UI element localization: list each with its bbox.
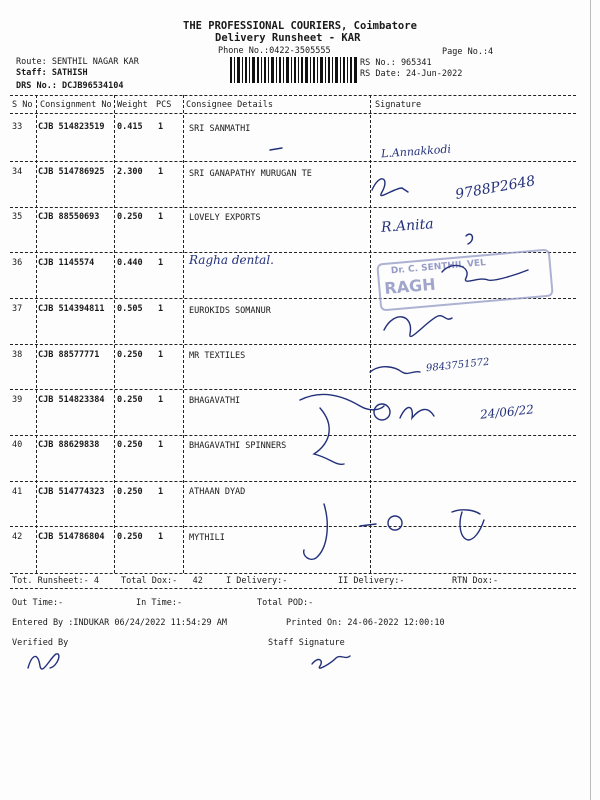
row-consignment: CJB 514394811 (38, 304, 105, 314)
phone-handwritten: 9843751572 (425, 356, 491, 375)
row-consignment: CJB 514823519 (38, 122, 105, 132)
signature-scribble (400, 408, 434, 419)
route: Route: SENTHIL NAGAR KAR (16, 57, 139, 67)
footer-rule (10, 588, 576, 589)
date-handwritten: 24/06/22 (479, 402, 535, 422)
rs-date: RS Date: 24-Jun-2022 (360, 69, 463, 79)
row-weight: 0.250 (117, 532, 143, 542)
row-consignee: SRI GANAPATHY MURUGAN TE (189, 169, 312, 179)
signature-scribble (360, 524, 376, 526)
row-pcs: 1 (158, 532, 164, 542)
staff: Staff: SATHISH (16, 68, 88, 78)
ink-mark (270, 148, 282, 150)
row-consignment: CJB 514774323 (38, 487, 105, 497)
col-header-consignment: Consignment No (40, 100, 112, 110)
row-consignee: LOVELY EXPORTS (189, 213, 261, 223)
row-sno: 33 (12, 122, 23, 132)
row-sno: 40 (12, 440, 23, 450)
total-dox: Total Dox:- 42 (121, 576, 203, 586)
row-weight: 0.250 (117, 487, 143, 497)
col-header-signature: Signature (375, 100, 422, 110)
row-consignment: CJB 514823384 (38, 395, 105, 405)
row-weight: 0.505 (117, 304, 143, 314)
row-sno: 39 (12, 395, 23, 405)
row-weight: 0.250 (117, 440, 143, 450)
row-consignee: ATHAAN DYAD (189, 487, 246, 497)
drs-number: DRS No.: DCJB96534104 (16, 81, 124, 91)
verified-by: Verified By (12, 638, 69, 648)
printed-on: Printed On: 24-06-2022 12:00:10 (286, 618, 445, 628)
row-weight: 0.415 (117, 122, 143, 132)
signature-scribble (388, 516, 402, 530)
page-number: Page No.:4 (442, 47, 494, 57)
signature-text: R.Anita (380, 216, 435, 236)
ii-delivery: II Delivery:- (338, 576, 405, 586)
out-time: Out Time:- (12, 598, 64, 608)
signature-scribble (304, 504, 328, 559)
total-pod: Total POD:- (257, 598, 314, 608)
row-consignee: EUROKIDS SOMANUR (189, 306, 271, 316)
row-pcs: 1 (158, 212, 164, 222)
row-pcs: 1 (158, 258, 164, 268)
verifier-signature (28, 654, 59, 669)
row-sno: 38 (12, 350, 23, 360)
total-runsheet: Tot. Runsheet:- 4 (12, 576, 99, 586)
row-consignment: CJB 514786804 (38, 532, 105, 542)
row-pcs: 1 (158, 350, 164, 360)
in-time: In Time:- (136, 598, 183, 608)
signature-scribble (314, 408, 344, 464)
row-pcs: 1 (158, 395, 164, 405)
runsheet-subtitle: Delivery Runsheet - KAR (215, 32, 361, 44)
row-sno: 34 (12, 167, 23, 177)
row-consignee-handwritten: Ragha dental. (189, 253, 274, 267)
row-sno: 41 (12, 487, 23, 497)
row-sno: 42 (12, 532, 23, 542)
row-consignment: CJB 88577771 (38, 350, 100, 360)
col-header-pcs: PCS (156, 100, 172, 110)
row-weight: 0.250 (117, 212, 143, 222)
rtn-dox: RTN Dox:- (452, 576, 499, 586)
row-consignment: CJB 514786925 (38, 167, 105, 177)
signature-scribble (384, 316, 452, 337)
row-consignee: MR TEXTILES (189, 351, 246, 361)
row-weight: 0.250 (117, 350, 143, 360)
row-consignment: CJB 1145574 (38, 258, 95, 268)
row-weight: 0.250 (117, 395, 143, 405)
rs-number: RS No.: 965341 (360, 58, 432, 68)
row-consignment: CJB 88550693 (38, 212, 100, 222)
row-sno: 35 (12, 212, 23, 222)
row-consignee: BHAGAVATHI SPINNERS (189, 441, 287, 451)
col-header-consignee: Consignee Details (186, 100, 273, 110)
stamp-line-2: RAGH (383, 274, 437, 299)
row-sno: 37 (12, 304, 23, 314)
row-consignment: CJB 88629838 (38, 440, 100, 450)
signature-scribble (372, 179, 408, 196)
row-sno: 36 (12, 258, 23, 268)
row-pcs: 1 (158, 440, 164, 450)
col-header-sno: S No (12, 100, 33, 110)
i-delivery: I Delivery:- (226, 576, 288, 586)
signature-scribble (374, 404, 390, 420)
row-pcs: 1 (158, 167, 164, 177)
stamp-line-1: Dr. C. SENTHIL VEL (390, 258, 487, 277)
row-weight: 2.300 (117, 167, 143, 177)
col-header-weight: Weight (117, 100, 148, 110)
signature-scribble (300, 394, 384, 409)
staff-signature-label: Staff Signature (268, 638, 345, 648)
signature-scribble (370, 367, 420, 374)
row-consignee: MYTHILI (189, 533, 225, 543)
row-consignee: SRI SANMATHI (189, 124, 251, 134)
signature-scribble (466, 234, 472, 244)
staff-signature (312, 656, 350, 668)
entered-by: Entered By :INDUKAR 06/24/2022 11:54:29 AM (12, 618, 227, 628)
row-pcs: 1 (158, 122, 164, 132)
signature-text: L.Annakkodi (380, 142, 452, 161)
company-title: THE PROFESSIONAL COURIERS, Coimbatore (183, 20, 417, 32)
signature-scribble (442, 265, 528, 281)
row-pcs: 1 (158, 304, 164, 314)
row-pcs: 1 (158, 487, 164, 497)
phone-number: Phone No.:0422-3505555 (218, 46, 331, 56)
signature-scribble (452, 510, 484, 540)
row-weight: 0.440 (117, 258, 143, 268)
phone-handwritten: 9788P2648 (454, 173, 537, 203)
row-consignee: BHAGAVATHI (189, 396, 241, 406)
